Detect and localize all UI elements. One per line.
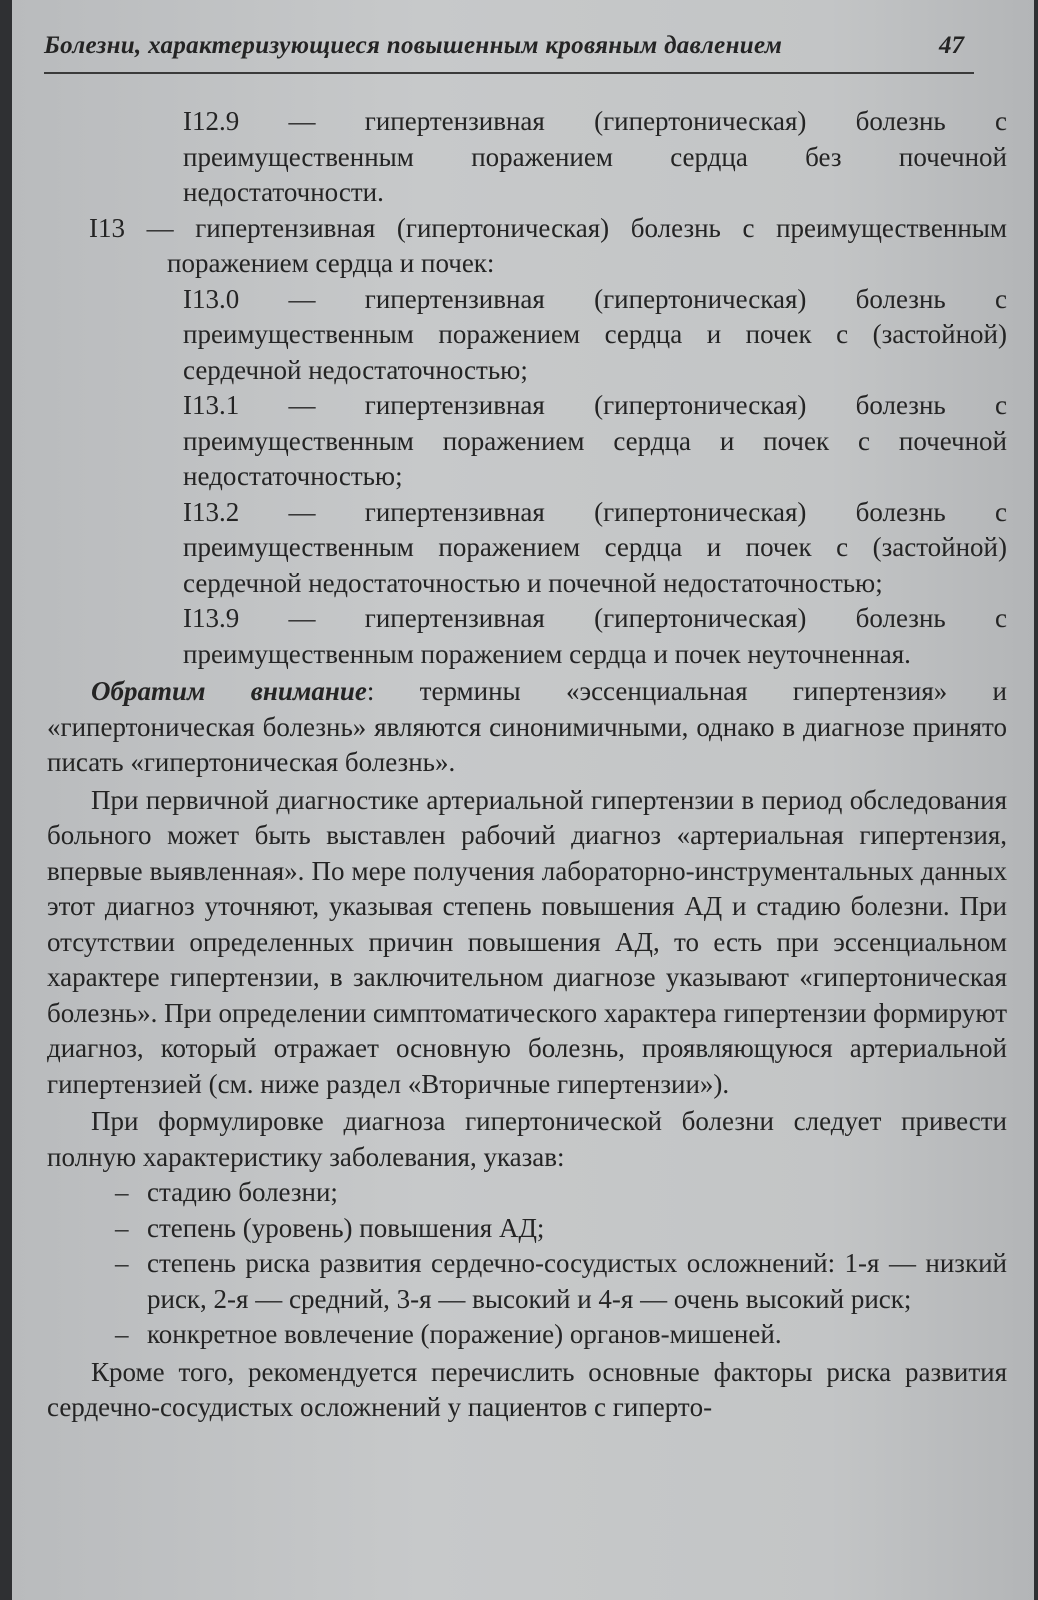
list-item <box>47 1317 1007 1353</box>
paragraph-risk-factors: Кроме того, рекомендуется перечислить основные факторы риска развития сердечно-сосудистых осложнений у пациентов с гипертo- <box>47 1356 1007 1422</box>
characteristics-list <box>47 1175 1007 1353</box>
code-i13-1: I13.1 — гипертензивная (гипертоническая) болезнь с преимущественным поражением сердца и почек с почечной недостаточностью; <box>183 390 1007 491</box>
running-title: Болезни, характеризующиеся повышенным кровяным давлением <box>44 32 783 59</box>
list-item-text: степень (уровень) повышения АД; <box>147 1212 545 1243</box>
code-i13-0: I13.0 — гипертензивная (гипертоническая) болезнь с преимущественным поражением сердца и почек с (застойной) сердечной недостаточностью; <box>183 283 1007 385</box>
list-item-text: стадию болезни; <box>147 1177 338 1207</box>
paragraph-diagnosis-formulation: При формулировке диагноза гипертонической болезни следует привести полную характеристику заболевания, указав: <box>47 1106 1007 1172</box>
code-i12-9: I12.9 — гипертензивная (гипертоническая) болезнь с преимущественным поражением сердца без почечной недостаточности. <box>183 106 1007 207</box>
list-item <box>47 1246 1007 1317</box>
dash-bullet: – <box>115 1319 129 1349</box>
list-item <box>47 1211 1007 1247</box>
dash-bullet: – <box>115 1177 129 1207</box>
dash-bullet: – <box>115 1212 129 1243</box>
code-i13-2: I13.2 — гипертензивная (гипертоническая) болезнь с преимущественным поражением сердца и почек с (застойной) сердечной недостаточностью и почечной недостаточностью; <box>183 496 1007 598</box>
page-header <box>44 32 974 74</box>
paragraph-primary-diagnostics: При первичной диагностике артериальной гипертензии в период обследования больного может быть выставлен рабочий диагноз «артериальная гипертензия, впервые выявленная». По мере получения лабораторно-инструментальных данных этот диагноз уточняют, указывая степень повышения АД и стадию болезни. При отсутствии определенных причин повышения АД, то есть при эссенциальном характере гипертензии, в заключительном диагнозе указывают «гипертоническая болезнь». При определении симптоматического характера гипертензии формируют диагноз, который отражает основную болезнь, проявляющуюся артериальной гипертензией (см. ниже раздел «Вторичные гипертензии»). <box>47 784 1007 1099</box>
list-item-text: конкретное вовлечение (поражение) органов-мишеней. <box>147 1319 782 1349</box>
code-i13-9: I13.9 — гипертензивная (гипертоническая) болезнь с преимущественным поражением сердца и почек неуточненная. <box>183 603 1007 669</box>
page-body <box>47 104 1007 1426</box>
page-number: 47 <box>939 32 964 59</box>
attention-note <box>47 674 1007 781</box>
code-i13: I13 — гипертензивная (гипертоническая) болезнь с преимущественным поражением сердца и почек: <box>89 212 1007 278</box>
attention-label: Обратим внимание <box>91 676 367 706</box>
attention-text: : термины «эссенциальная гипертензия» и «гипертоническая болезнь» являются синонимичными, однако в диагнозе принято писать «гипертоническая болезнь». <box>47 676 1007 777</box>
book-page <box>12 0 1034 1600</box>
dash-bullet: – <box>115 1248 129 1278</box>
list-item <box>47 1175 1007 1211</box>
list-item-text: степень риска развития сердечно-сосудистых осложнений: 1-я — низкий риск, 2-я — средний, 3-я — высокий и 4-я — очень высокий риск; <box>147 1248 1007 1314</box>
